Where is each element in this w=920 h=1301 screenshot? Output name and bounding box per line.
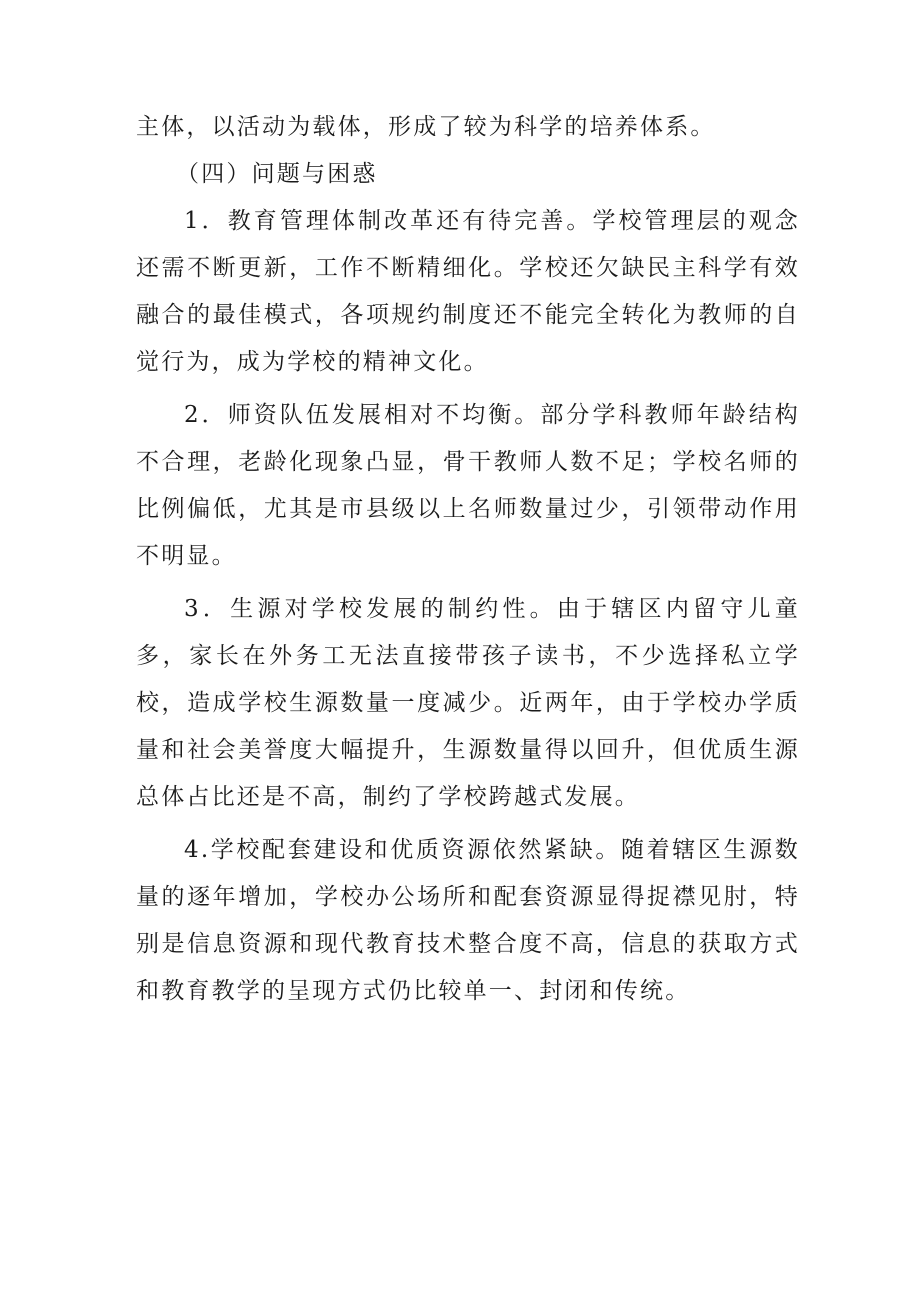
paragraph-continued: 主体，以活动为载体，形成了较为科学的培养体系。 — [136, 114, 716, 140]
section-heading: （四）问题与困惑 — [176, 161, 378, 187]
paragraph-item-3: 3．生源对学校发展的制约性。由于辖区内留守儿童多，家长在外务工无法直接带孩子读书，不少选择私立学校，造成学校生源数量一度减少。近两年，由于学校办学质量和社会美誉度大幅提升，生源数量得以回升，但优质生源总体占比还是不高，制约了学校跨越式发展。 — [136, 596, 800, 810]
paragraph-item-4: 4.学校配套建设和优质资源依然紧缺。随着辖区生源数量的逐年增加，学校办公场所和配套资源显得捉襟见肘，特别是信息资源和现代教育技术整合度不高，信息的获取方式和教育教学的呈现方式仍比较单一、封闭和传统。 — [136, 837, 800, 1004]
paragraph-item-1: 1．教育管理体制改革还有待完善。学校管理层的观念还需不断更新，工作不断精细化。学校还欠缺民主科学有效融合的最佳模式，各项规约制度还不能完全转化为教师的自觉行为，成为学校的精神文化。 — [136, 208, 800, 375]
paragraph-item-2: 2．师资队伍发展相对不均衡。部分学科教师年龄结构不合理，老龄化现象凸显，骨干教师人数不足；学校名师的比例偏低，尤其是市县级以上名师数量过少，引领带动作用不明显。 — [136, 402, 800, 569]
document-body — [136, 104, 800, 1015]
